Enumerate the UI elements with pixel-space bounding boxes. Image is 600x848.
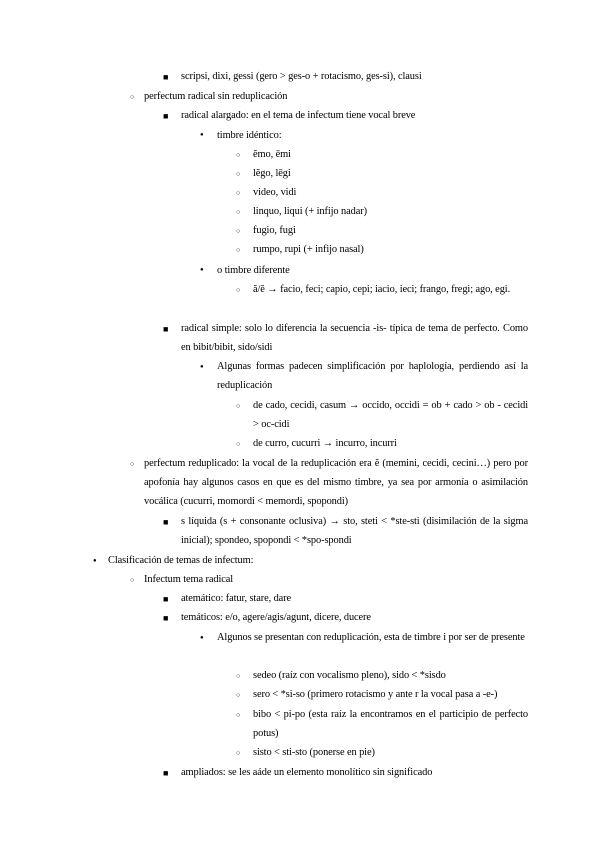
square-bullet-icon: ■ [163, 72, 169, 82]
circle-bullet-icon: ○ [236, 711, 241, 719]
text-line: timbre idéntico: [217, 130, 282, 141]
square-bullet-icon: ■ [163, 324, 169, 334]
disc-bullet-icon: ● [93, 558, 97, 564]
text-line: Algunos se presentan con reduplicación, esta de timbre i por ser de presente [217, 632, 525, 643]
text-line: de curro, cucurri → incurro, incurri [253, 438, 397, 449]
text-line: temáticos: e/o, agere/agis/agunt, dicere, ducere [181, 612, 371, 623]
text-line: radical simple: solo lo diferencia la secuencia -is- típica de tema de perfecto. Como en bibit/bibit, sido/sidi [181, 323, 528, 353]
square-bullet-icon: ■ [163, 613, 169, 623]
circle-bullet-icon: ○ [236, 286, 241, 294]
text-line: Clasificación de temas de infectum: [108, 555, 254, 566]
circle-bullet-icon: ○ [236, 227, 241, 235]
text-line: ĕmo, ēmi [253, 149, 291, 160]
text-line: ă/ĕ → facio, feci; capio, cepi; iacio, ieci; frango, fregi; ago, egi. [253, 284, 511, 295]
text-line: s líquida (s + consonante oclusiva) → sto, steti < *ste-sti (disimilación de la sigma inicial); spondeo, spopondi < *spo-spondi [181, 516, 528, 546]
circle-bullet-icon: ○ [236, 672, 241, 680]
circle-bullet-icon: ○ [236, 691, 241, 699]
text-line: perfectum reduplicado: la vocal de la reduplicación era ĕ (memini, cecidi, cecini…) pero por apofonía hay algunos casos en que es del mismo timbre, ya sea por armonía o asimilación vocálica (cucurri, momordi < memordi, spopondi) [144, 458, 528, 507]
square-bullet-icon: ■ [163, 111, 169, 121]
text-line: rumpo, rupi (+ infijo nasal) [253, 244, 364, 255]
text-line: bibo < pi-po (esta raíz la encontramos en el participio de perfecto potus) [253, 709, 528, 739]
disc-bullet-icon: ● [200, 132, 204, 138]
text-line: sero < *si-so (primero rotacismo y ante r la vocal pasa a -e-) [253, 689, 498, 700]
circle-bullet-icon: ○ [130, 460, 135, 468]
disc-bullet-icon: ● [200, 635, 204, 641]
circle-bullet-icon: ○ [236, 208, 241, 216]
circle-bullet-icon: ○ [236, 402, 241, 410]
text-line: fugio, fugi [253, 225, 296, 236]
circle-bullet-icon: ○ [236, 151, 241, 159]
square-bullet-icon: ■ [163, 517, 169, 527]
disc-bullet-icon: ● [200, 364, 204, 370]
text-line: video, vidi [253, 187, 297, 198]
disc-bullet-icon: ● [200, 267, 204, 273]
square-bullet-icon: ■ [163, 768, 169, 778]
circle-bullet-icon: ○ [130, 576, 135, 584]
text-line: lĕgo, lēgi [253, 168, 291, 179]
text-line: Algunas formas padecen simplificación por haplología, perdiendo así la reduplicación [217, 361, 528, 391]
circle-bullet-icon: ○ [236, 246, 241, 254]
circle-bullet-icon: ○ [236, 170, 241, 178]
text-line: perfectum radical sin reduplicación [144, 91, 288, 102]
text-line: Infectum tema radical [144, 574, 234, 585]
text-line: o timbre diferente [217, 265, 290, 276]
text-line: radical alargado: en el tema de infectum tiene vocal breve [181, 110, 416, 121]
circle-bullet-icon: ○ [130, 93, 135, 101]
text-line: atemático: fatur, stare, dare [181, 593, 292, 604]
circle-bullet-icon: ○ [236, 440, 241, 448]
text-line: de cado, cecidi, casum → occido, occidi = ob + cado > ob - cecidi > oc-cidi [253, 400, 528, 430]
text-line: ampliados: se les aáde un elemento monolítico sin significado [181, 767, 433, 778]
text-line: sedeo (raíz con vocalismo pleno), sido < *sisdo [253, 670, 446, 681]
circle-bullet-icon: ○ [236, 749, 241, 757]
text-line: linquo, liqui (+ infijo nadar) [253, 206, 367, 217]
circle-bullet-icon: ○ [236, 189, 241, 197]
text-line: scripsi, dixi, gessi (gero > ges-o + rotacismo, ges-si), clausi [181, 71, 422, 82]
text-line: sisto < sti-sto (ponerse en pie) [253, 747, 375, 758]
square-bullet-icon: ■ [163, 594, 169, 604]
